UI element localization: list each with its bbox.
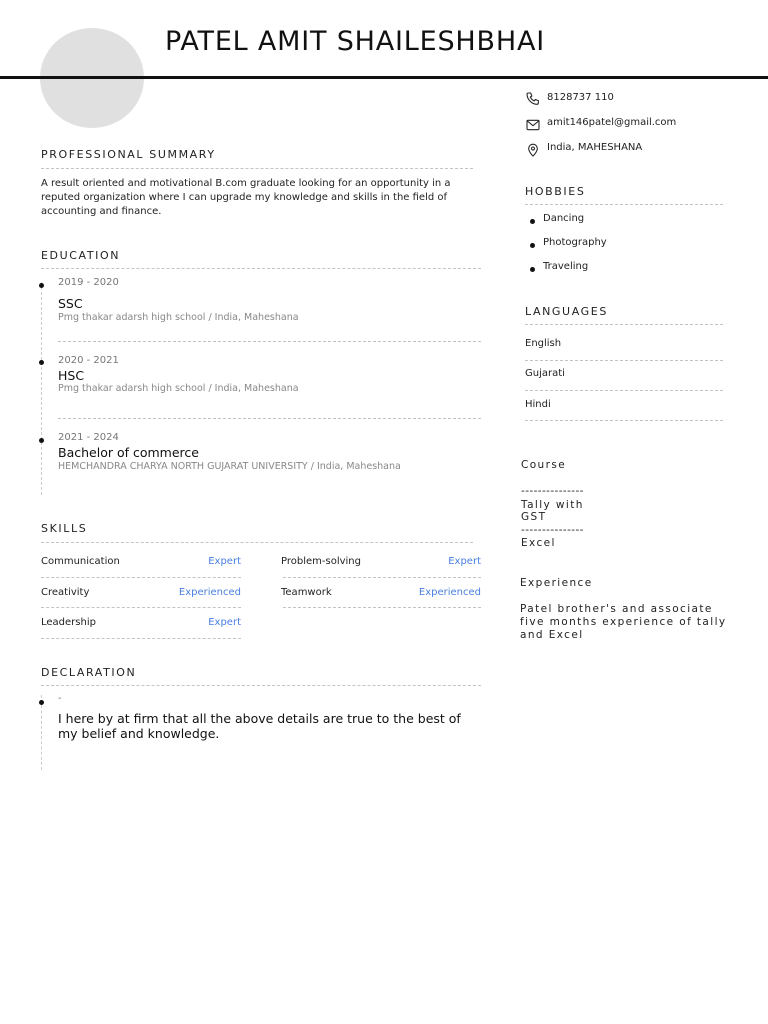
divider [525,420,723,421]
course-heading: Course [521,459,567,471]
divider [41,168,473,169]
contact-phone[interactable]: 8128737 110 [547,92,614,103]
divider [525,324,723,325]
divider [283,607,481,608]
summary-heading: PROFESSIONAL SUMMARY [41,148,216,161]
timeline-line [41,695,42,770]
hobby-bullet [530,243,535,248]
skill-name: Leadership [41,617,96,628]
hobby-bullet [530,219,535,224]
education-degree: SSC [58,296,83,311]
divider [525,390,723,391]
divider [41,268,481,269]
skill-name: Communication [41,556,120,567]
course-separator: --------------- [521,485,584,497]
timeline-bullet [39,700,44,705]
education-date: 2019 - 2020 [58,277,119,288]
mail-icon [525,117,541,133]
hobby-bullet [530,267,535,272]
summary-text: A result oriented and motivational B.com graduate looking for an opportunity in a reputed organization where I can upgrade my knowledge and skills in the field of accounting and finance. [41,178,451,217]
skill-name: Teamwork [281,587,332,598]
experience-line: Patel brother's and associate [520,603,713,615]
timeline-line [41,282,42,495]
experience-line: five months experience of tally [520,616,727,628]
page-title: PATEL AMIT SHAILESHBHAI [165,26,545,57]
divider [525,360,723,361]
course-separator: --------------- [521,524,584,536]
education-heading: EDUCATION [41,249,121,262]
timeline-bullet [39,438,44,443]
experience-heading: Experience [520,577,593,589]
hobby-item: Traveling [543,261,589,272]
contact-email[interactable]: amit146patel@gmail.com [547,117,677,128]
divider [41,577,241,578]
course-item: Excel [521,537,556,549]
divider [41,638,241,639]
skill-level: Expert [208,556,241,567]
timeline-bullet [39,283,44,288]
course-item: Tally with [521,499,584,511]
education-school: Pmg thakar adarsh high school / India, Maheshana [58,312,299,323]
contact-location: India, MAHESHANA [547,142,643,153]
education-degree: Bachelor of commerce [58,445,199,460]
education-school: Pmg thakar adarsh high school / India, Maheshana [58,383,299,394]
education-school: HEMCHANDRA CHARYA NORTH GUJARAT UNIVERSITY / India, Maheshana [58,461,401,472]
course-item: GST [521,511,547,523]
education-date: 2021 - 2024 [58,432,119,443]
declaration-heading: DECLARATION [41,666,137,679]
header-rule [0,76,768,79]
divider [58,341,481,342]
skill-name: Creativity [41,587,90,598]
divider [283,577,481,578]
skill-level: Expert [208,617,241,628]
languages-heading: LANGUAGES [525,305,608,318]
language-item: English [525,338,562,349]
hobby-item: Photography [543,237,607,248]
experience-line: and Excel [520,629,584,641]
skill-level: Expert [448,556,481,567]
divider [41,685,481,686]
divider [41,607,241,608]
divider [525,204,723,205]
hobbies-heading: HOBBIES [525,185,586,198]
phone-icon [525,91,541,107]
location-pin-icon [525,142,541,158]
divider [41,542,473,543]
declaration-text: I here by at firm that all the above details are true to the best of my belief and knowledge. [58,711,461,741]
language-item: Hindi [525,399,551,410]
divider [58,418,481,419]
declaration-dash: - [58,693,62,704]
skills-heading: SKILLS [41,522,88,535]
hobby-item: Dancing [543,213,585,224]
timeline-bullet [39,360,44,365]
education-date: 2020 - 2021 [58,355,119,366]
skill-level: Experienced [178,587,241,598]
language-item: Gujarati [525,368,565,379]
education-degree: HSC [58,368,85,383]
skill-name: Problem-solving [281,556,361,567]
skill-level: Experienced [418,587,481,598]
